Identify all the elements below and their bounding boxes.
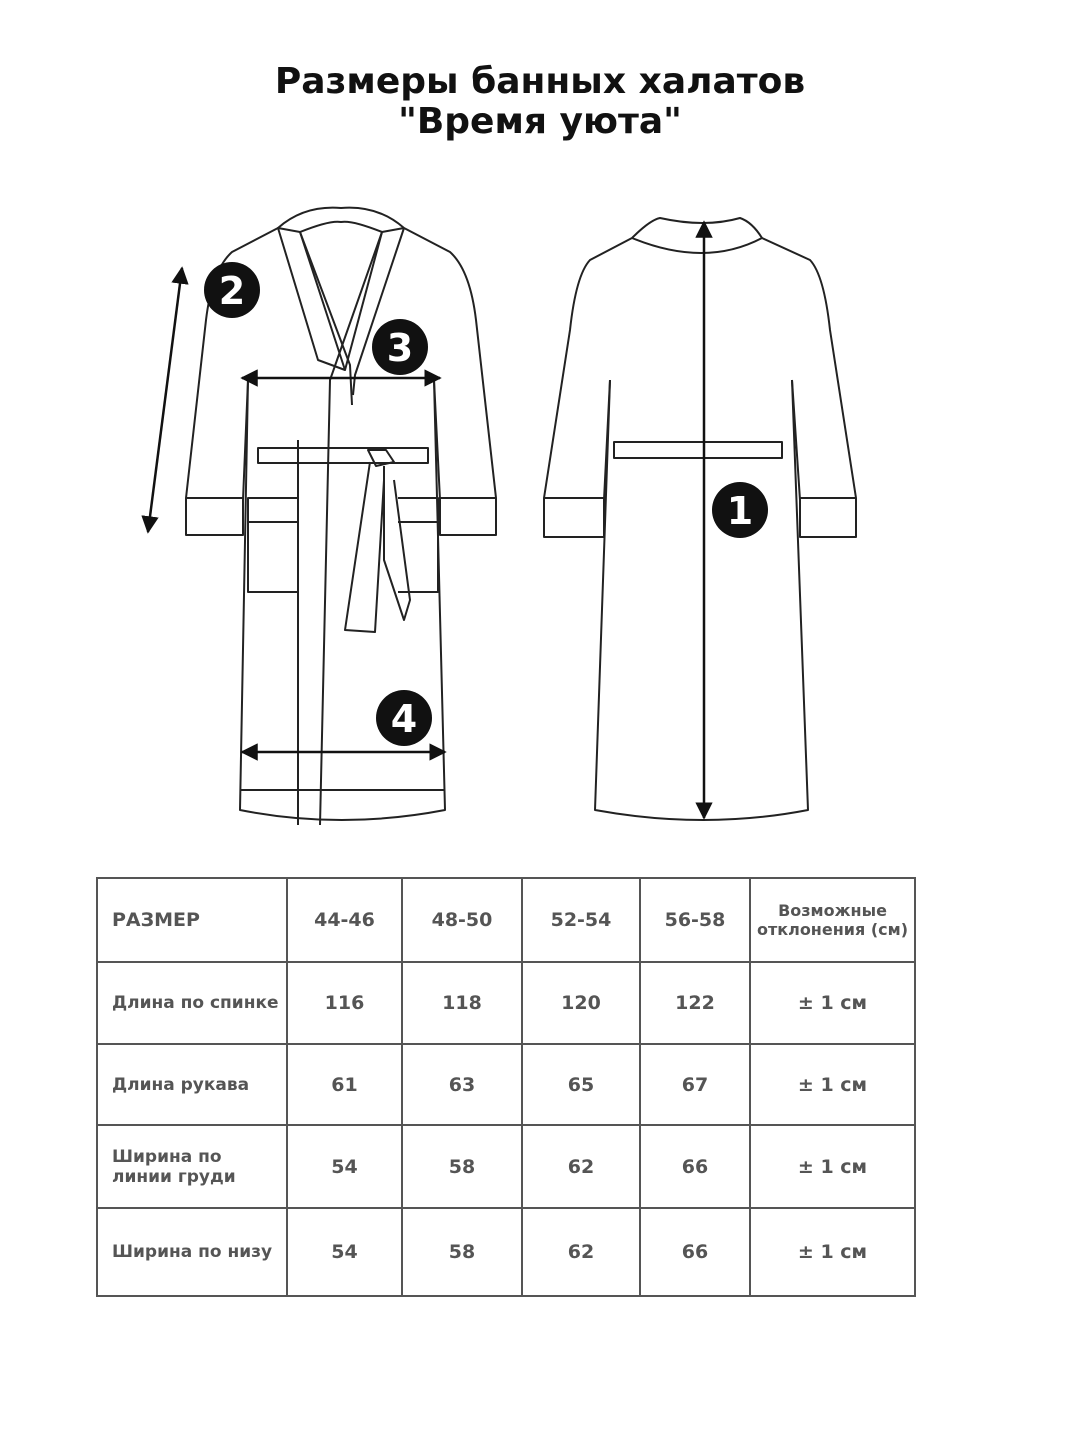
table-row [97,1125,915,1208]
cell-value: 118 [402,962,522,1044]
cell-value: 54 [287,1125,402,1208]
header-deviation: Возможные отклонения (см) [750,878,915,962]
table-row [97,962,915,1044]
row-label: Ширина по низу [97,1208,287,1296]
table-header-row [97,878,915,962]
marker-1 [712,482,768,538]
header-size-52-54: 52-54 [522,878,640,962]
arrow-sleeve-length [148,268,182,532]
svg-text:2: 2 [218,269,246,313]
table-row [97,1208,915,1296]
cell-value: 65 [522,1044,640,1125]
cell-deviation: ± 1 см [750,1125,915,1208]
row-label: Длина по спинке [97,962,287,1044]
header-size-48-50: 48-50 [402,878,522,962]
title-line-2: "Время уюта" [398,101,682,142]
bathrobe-diagram [0,180,1080,840]
cell-value: 54 [287,1208,402,1296]
size-table [96,877,916,1297]
cell-value: 66 [640,1208,750,1296]
cell-value: 62 [522,1125,640,1208]
cell-value: 61 [287,1044,402,1125]
cell-value: 120 [522,962,640,1044]
robe-back-view [544,218,856,820]
cell-value: 58 [402,1125,522,1208]
row-label: Ширина по линии груди [97,1125,287,1208]
cell-deviation: ± 1 см [750,1044,915,1125]
svg-text:1: 1 [726,489,754,533]
header-size-label: РАЗМЕР [97,878,287,962]
cell-deviation: ± 1 см [750,962,915,1044]
table-row [97,1044,915,1125]
title-line-1: Размеры банных халатов [274,61,806,102]
cell-value: 62 [522,1208,640,1296]
cell-value: 116 [287,962,402,1044]
cell-value: 122 [640,962,750,1044]
row-label: Длина рукава [97,1044,287,1125]
header-size-56-58: 56-58 [640,878,750,962]
header-size-44-46: 44-46 [287,878,402,962]
cell-value: 63 [402,1044,522,1125]
cell-value: 58 [402,1208,522,1296]
svg-text:4: 4 [390,697,418,741]
marker-4 [376,690,432,746]
svg-text:3: 3 [386,326,414,370]
marker-2 [204,262,260,318]
cell-value: 67 [640,1044,750,1125]
page-title [0,62,1080,142]
marker-3 [372,319,428,375]
cell-value: 66 [640,1125,750,1208]
cell-deviation: ± 1 см [750,1208,915,1296]
